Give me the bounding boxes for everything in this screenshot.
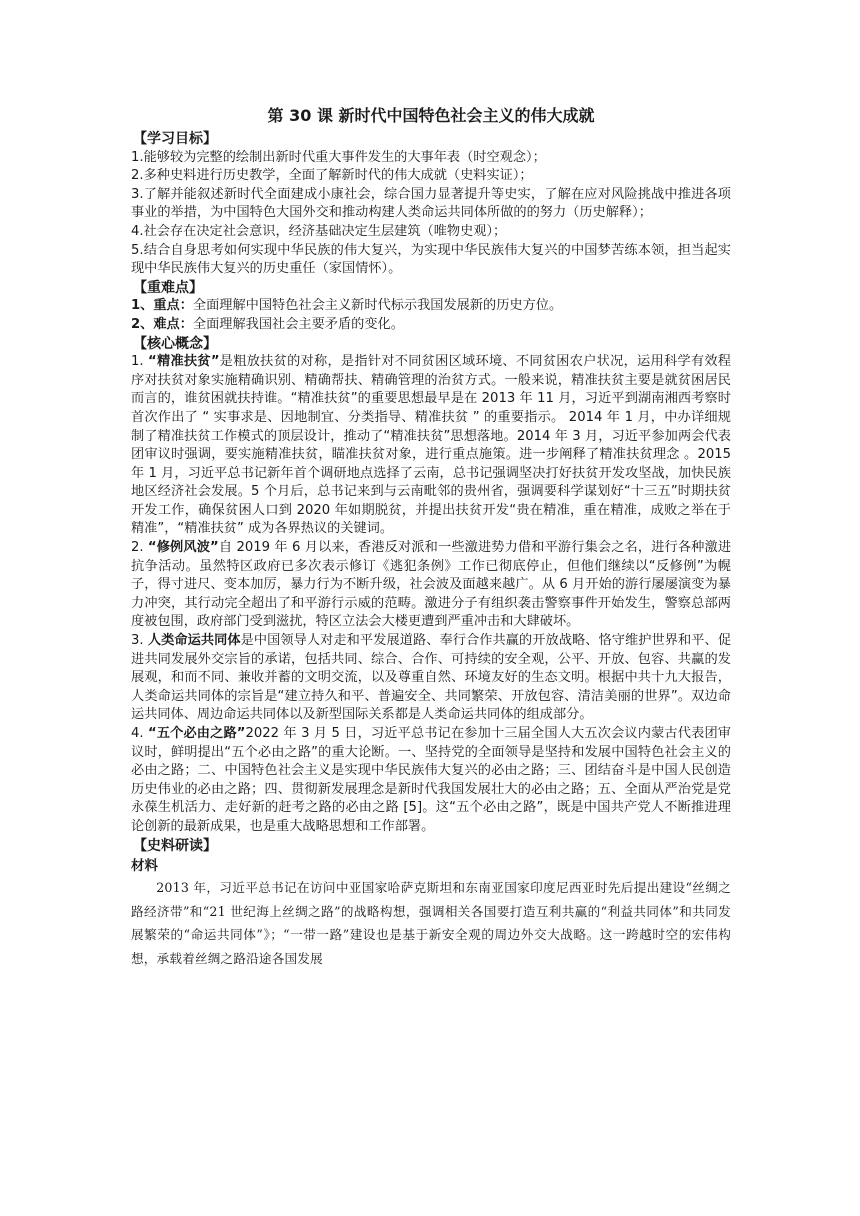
difficulty-hard-label: 2、难点： (131, 316, 193, 332)
concept-term: “五个必由之路” (147, 726, 246, 741)
difficulty-hard (131, 316, 731, 335)
concept-text: 是粗放扶贫的对称，是指针对不同贫困区域环境、不同贫困农户状况，运用科学有效程序对扶贫对象实施精确识别、精确帮扶、精确管理的治贫方式。一般来说，精准扶贫主要是就贫困居民而言的，谁贫困就扶持谁。“精准扶贫”的重要思想最早是在 2013 年 11 月，习近平到湖南湘西考察时首次作出了 “ 实事求是、因地制宜、分类指导、精准扶贫 ” 的重要指示。 2014 年 1 月，中办详细规制了精准扶贫工作模式的顶层设计，推动了“精准扶贫”思想落地。2014 年 3 月，习近平参加两会代表团审议时强调，要实施精准扶贫，瞄准扶贫对象，进行重点施策。进一步阐释了精准扶贫理念 。2015 年 1 月，习近平总书记新年首个调研地点选择了云南，总书记强调坚决打好扶贫开发攻坚战，加快民族地区经济社会发展。5 个月后，总书记来到与云南毗邻的贵州省，强调要科学谋划好“十三五”时期扶贫开发工作，确保贫困人口到 2020 年如期脱贫，并提出扶贫开发“贵在精准，重在精准，成败之举在于精准”，“精准扶贫” 成为各界热议的关键词。 (131, 354, 731, 537)
goal-item: 5.结合自身思考如何实现中华民族的伟大复兴，为实现中华民族伟大复兴的中国梦苦练本领，担当起实现中华民族伟大复兴的历史重任（家国情怀）。 (131, 242, 731, 277)
concept-number: 2. (131, 540, 148, 556)
difficulty-header: 【重难点】 (133, 279, 203, 296)
material-label: 材料 (131, 858, 158, 875)
concept-text: 是中国领导人对走和平发展道路、奉行合作共赢的开放战略、恪守维护世界和平、促进共同发展外交宗旨的承诺，包括共同、综合、合作、可持续的安全观，公平、开放、包容、共赢的发展观，和而不同、兼收并蓄的文明交流，以及尊重自然、环境友好的生态文明。根据中共十九大报告，人类命运共同体的宗旨是“建立持久和平、普遍安全、共同繁荣、开放包容、清洁美丽的世界”。双边命运共同体、周边命运共同体以及新型国际关系都是人类命运共同体的组成部分。 (131, 633, 732, 723)
concept-item (131, 353, 731, 539)
goals-header: 【学习目标】 (133, 131, 217, 147)
concept-term: “精准扶贫” (148, 354, 220, 370)
document-page (131, 104, 731, 970)
difficulty-key-label: 1、重点： (131, 298, 193, 314)
difficulty-key (131, 297, 731, 316)
reading-header: 【史料研读】 (133, 837, 217, 854)
lesson-title: 第 30 课 新时代中国特色社会主义的伟大成就 (267, 106, 595, 125)
material-text: 2013 年，习近平总书记在访问中亚国家哈萨克斯坦和东南亚国家印度尼西亚时先后提出建设“丝绸之路经济带”和“21 世纪海上丝绸之路”的战略构想，强调相关各国要打造互利共赢的“利益共同体”和共同发展繁荣的“命运共同体”》；“一带一路”建设也是基于新安全观的周边外交大战略。这一跨越时空的宏伟构想，承载着丝绸之路沿途各国发展 (131, 880, 731, 966)
difficulty-key-text: 全面理解中国特色社会主义新时代标示我国发展新的历史方位。 (192, 298, 563, 314)
concept-item (131, 539, 731, 632)
concept-number: 4. (131, 726, 148, 741)
concept-term: 人类命运共同体 (147, 633, 241, 649)
goal-item: 3.了解并能叙述新时代全面建成小康社会，综合国力显著提升等史实，了解在应对风险挑战中推进各项事业的举措，为中国特色大国外交和推动构建人类命运共同体所做的的努力（历史解释）； (131, 186, 731, 221)
concept-text: 自 2019 年 6 月以来，香港反对派和一些激进势力借和平游行集会之名，进行各种激进抗争活动。虽然特区政府已多次表示修订《逃犯条例》工作已彻底停止，但他们继续以“反修例”为幌子，得寸进尺、变本加厉，暴力行为不断升级，社会波及面越来越广。从 6 月开始的游行屡屡演变为暴力冲突，其行动完全超出了和平游行示威的范畴。激进分子有组织袭击警察事件开始发生，警察总部两度被包围，政府部门受到滋扰，特区立法会大楼更遭到严重冲击和大肆破坏。 (131, 540, 732, 630)
concept-number: 1. (131, 354, 149, 370)
concept-text: 2022 年 3 月 5 日，习近平总书记在参加十三届全国人大五次会议内蒙古代表团审议时，鲜明提出“五个必由之路”的重大论断。一、坚持党的全面领导是坚持和发展中国特色社会主义的必由之路；二、中国特色社会主义是实现中华民族伟大复兴的必由之路；三、团结奋斗是中国人民创造历史伟业的必由之路；四、贯彻新发展理念是新时代我国发展壮大的必由之路；五、全面从严治党是党永葆生机活力、走好新的赶考之路的必由之路 [5]。这“五个必由之路”，既是中国共产党人不断推进理论创新的最新成果，也是重大战略思想和工作部署。 (131, 726, 731, 834)
concept-term: “修例风波” (147, 540, 219, 556)
concept-item (131, 632, 731, 725)
concept-item (131, 725, 731, 837)
difficulty-hard-text: 全面理解我国社会主要矛盾的变化。 (192, 316, 404, 332)
goal-item: 2.多种史料进行历史教学，全面了解新时代的伟大成就（史料实证）； (131, 168, 533, 184)
concept-header: 【核心概念】 (133, 335, 217, 352)
goal-item: 1.能够较为完整的绘制出新时代重大事件发生的大事年表（时空观念）； (131, 149, 546, 165)
goal-item: 4.社会存在决定社会意识，经济基础决定生层建筑（唯物史观）； (131, 223, 507, 239)
concept-number: 3. (131, 633, 148, 649)
